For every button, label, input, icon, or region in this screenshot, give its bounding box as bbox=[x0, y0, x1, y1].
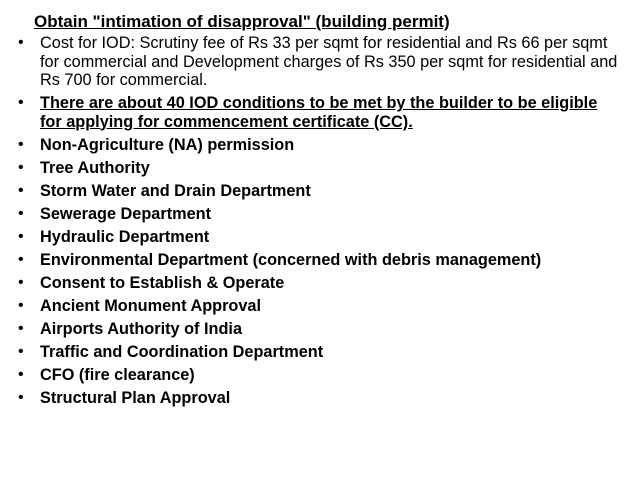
list-item bbox=[16, 251, 622, 270]
bullet-icon: • bbox=[18, 94, 24, 111]
list-item bbox=[16, 297, 622, 316]
bullet-icon: • bbox=[18, 319, 24, 337]
list-item bbox=[16, 366, 622, 385]
bullet-icon: • bbox=[18, 204, 24, 222]
item-text-iod-cost: Cost for IOD: Scrutiny fee of Rs 33 per sqmt for residential and Rs 66 per sqmt for commercial and Development charges of Rs 350 per sqmt for residential and Rs 700 for commercial. bbox=[40, 34, 618, 89]
bullet-icon: • bbox=[18, 181, 24, 199]
bullet-icon: • bbox=[18, 342, 24, 360]
bullet-list bbox=[16, 34, 622, 407]
list-item bbox=[16, 136, 622, 155]
list-item bbox=[16, 94, 622, 131]
item-text: Storm Water and Drain Department bbox=[40, 181, 311, 200]
bullet-icon: • bbox=[18, 250, 24, 268]
list-item bbox=[16, 182, 622, 201]
bullet-icon: • bbox=[18, 388, 24, 406]
list-item bbox=[16, 320, 622, 339]
bullet-icon: • bbox=[18, 227, 24, 245]
item-text: Sewerage Department bbox=[40, 204, 212, 223]
item-text: Environmental Department (concerned with debris management) bbox=[40, 250, 542, 269]
bullet-icon: • bbox=[18, 273, 24, 291]
bullet-icon: • bbox=[18, 34, 24, 51]
slide-heading: Obtain "intimation of disapproval" (building permit) bbox=[34, 12, 450, 31]
item-text: CFO (fire clearance) bbox=[40, 365, 195, 384]
item-text: Hydraulic Department bbox=[40, 227, 210, 246]
bullet-icon: • bbox=[18, 135, 24, 153]
item-text: Structural Plan Approval bbox=[40, 388, 231, 407]
list-item bbox=[16, 343, 622, 362]
list-item bbox=[16, 389, 622, 408]
item-text: Tree Authority bbox=[40, 158, 150, 177]
bullet-icon: • bbox=[18, 158, 24, 176]
bullet-icon: • bbox=[18, 365, 24, 383]
item-text: Airports Authority of India bbox=[40, 319, 242, 338]
item-text: Consent to Establish & Operate bbox=[40, 273, 285, 292]
list-item bbox=[16, 274, 622, 293]
item-text: Ancient Monument Approval bbox=[40, 296, 262, 315]
list-item bbox=[16, 228, 622, 247]
list-item bbox=[16, 205, 622, 224]
item-text-iod-conditions: There are about 40 IOD conditions to be met by the builder to be eligible for applying for commencement certificate (CC). bbox=[40, 94, 598, 131]
list-item bbox=[16, 34, 622, 90]
item-text: Traffic and Coordination Department bbox=[40, 342, 324, 361]
bullet-icon: • bbox=[18, 296, 24, 314]
item-text: Non-Agriculture (NA) permission bbox=[40, 135, 295, 154]
list-item bbox=[16, 159, 622, 178]
